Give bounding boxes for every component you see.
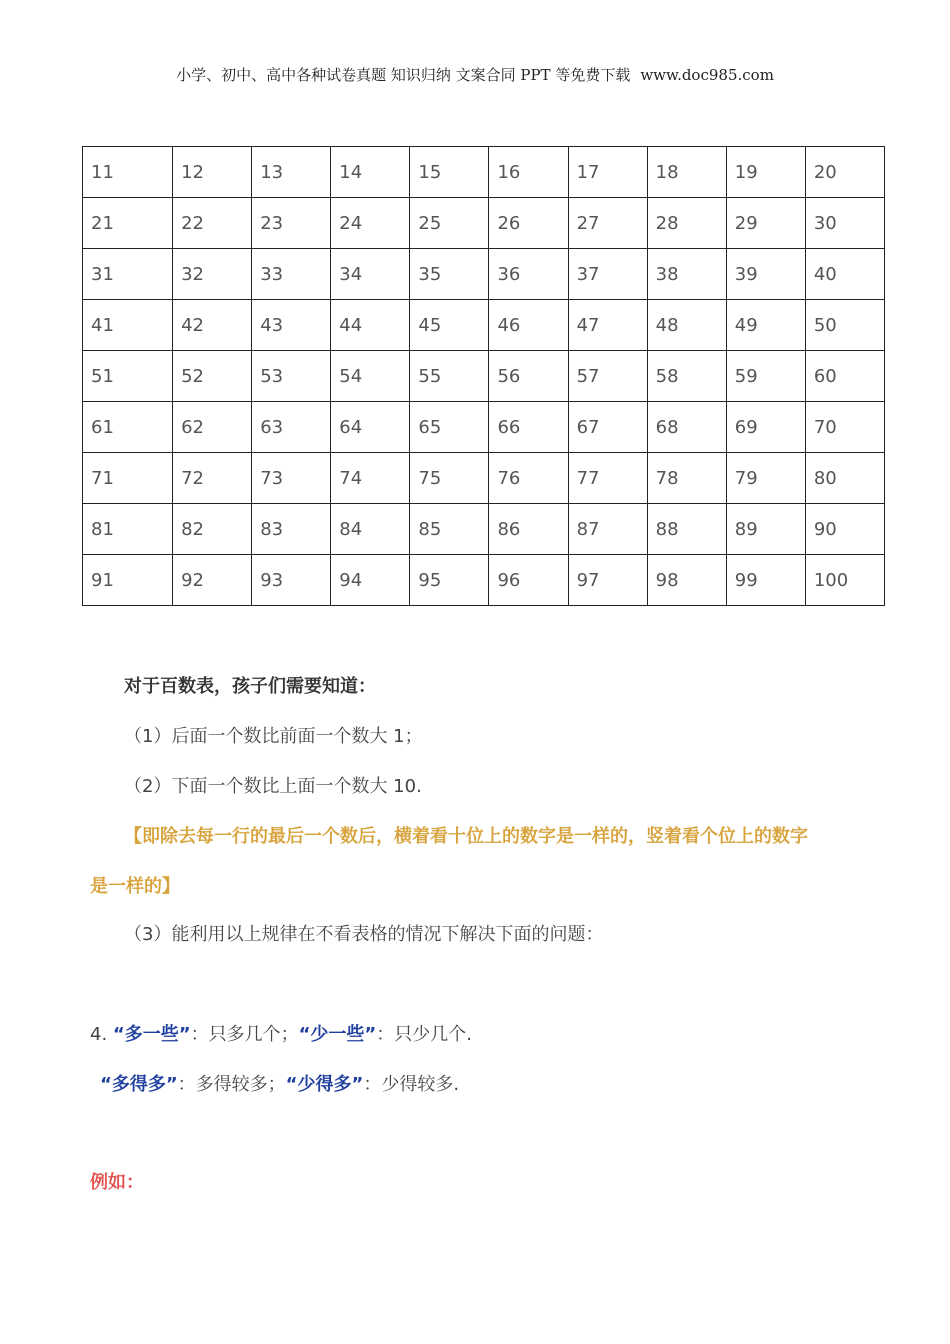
intro-text: 对于百数表，孩子们需要知道：	[124, 676, 376, 697]
table-cell: 34	[331, 249, 410, 300]
table-cell: 40	[805, 249, 884, 300]
table-row	[83, 555, 885, 606]
table-cell: 44	[331, 300, 410, 351]
table-cell: 90	[805, 504, 884, 555]
table-cell: 70	[805, 402, 884, 453]
table-cell: 58	[647, 351, 726, 402]
table-cell: 66	[489, 402, 568, 453]
table-cell: 38	[647, 249, 726, 300]
table-cell: 83	[252, 504, 331, 555]
table-cell: 45	[410, 300, 489, 351]
term-less-some: “少一些”	[298, 1024, 377, 1045]
table-cell: 75	[410, 453, 489, 504]
table-cell: 15	[410, 147, 489, 198]
rule-3: （3）能利用以上规律在不看表格的情况下解决下面的问题：	[124, 924, 604, 945]
page-header	[0, 64, 950, 85]
table-row	[83, 453, 885, 504]
table-cell: 11	[83, 147, 173, 198]
table-cell: 59	[726, 351, 805, 402]
table-cell: 12	[173, 147, 252, 198]
table-cell: 31	[83, 249, 173, 300]
table-cell: 73	[252, 453, 331, 504]
table-cell: 93	[252, 555, 331, 606]
table-cell: 39	[726, 249, 805, 300]
table-cell: 37	[568, 249, 647, 300]
table-cell: 29	[726, 198, 805, 249]
term-much-less: “少得多”	[285, 1074, 364, 1095]
rule-2: （2）下面一个数比上面一个数大 10.	[124, 776, 422, 797]
table-cell: 91	[83, 555, 173, 606]
table-cell: 87	[568, 504, 647, 555]
table-cell: 74	[331, 453, 410, 504]
table-cell: 33	[252, 249, 331, 300]
table-cell: 26	[489, 198, 568, 249]
table-cell: 21	[83, 198, 173, 249]
table-cell: 24	[331, 198, 410, 249]
table-cell: 14	[331, 147, 410, 198]
table-cell: 97	[568, 555, 647, 606]
table-cell: 89	[726, 504, 805, 555]
desc-much-more: ：多得较多；	[177, 1074, 286, 1095]
table-cell: 28	[647, 198, 726, 249]
term-more-some: “多一些”	[112, 1024, 191, 1045]
table-cell: 82	[173, 504, 252, 555]
table-row	[83, 147, 885, 198]
table-cell: 48	[647, 300, 726, 351]
item-4-number: 4.	[90, 1024, 113, 1045]
table-cell: 60	[805, 351, 884, 402]
table-cell: 88	[647, 504, 726, 555]
header-site: www.doc985.com	[640, 66, 774, 84]
table-cell: 16	[489, 147, 568, 198]
table-cell: 98	[647, 555, 726, 606]
table-cell: 79	[726, 453, 805, 504]
table-cell: 99	[726, 555, 805, 606]
table-cell: 35	[410, 249, 489, 300]
table-cell: 57	[568, 351, 647, 402]
table-row	[83, 249, 885, 300]
table-cell: 95	[410, 555, 489, 606]
table-cell: 68	[647, 402, 726, 453]
desc-more-some: ：只多几个；	[190, 1024, 299, 1045]
table-cell: 54	[331, 351, 410, 402]
table-cell: 13	[252, 147, 331, 198]
table-cell: 92	[173, 555, 252, 606]
table-cell: 30	[805, 198, 884, 249]
table-cell: 56	[489, 351, 568, 402]
table-cell: 67	[568, 402, 647, 453]
table-cell: 55	[410, 351, 489, 402]
hundred-chart-table	[82, 146, 885, 606]
table-cell: 94	[331, 555, 410, 606]
table-cell: 23	[252, 198, 331, 249]
hundred-chart-body	[83, 147, 885, 606]
term-much-more: “多得多”	[100, 1074, 178, 1095]
table-cell: 80	[805, 453, 884, 504]
table-cell: 69	[726, 402, 805, 453]
table-cell: 52	[173, 351, 252, 402]
table-cell: 18	[647, 147, 726, 198]
rule-1: （1）后面一个数比前面一个数大 1；	[124, 726, 423, 747]
table-cell: 47	[568, 300, 647, 351]
table-cell: 96	[489, 555, 568, 606]
table-cell: 51	[83, 351, 173, 402]
table-cell: 85	[410, 504, 489, 555]
item-4	[90, 1020, 472, 1046]
item-4b	[100, 1070, 459, 1096]
table-cell: 19	[726, 147, 805, 198]
table-cell: 41	[83, 300, 173, 351]
table-cell: 86	[489, 504, 568, 555]
table-cell: 17	[568, 147, 647, 198]
table-cell: 62	[173, 402, 252, 453]
desc-less-some: ：只少几个.	[376, 1024, 472, 1045]
table-cell: 71	[83, 453, 173, 504]
table-cell: 77	[568, 453, 647, 504]
table-cell: 49	[726, 300, 805, 351]
table-row	[83, 402, 885, 453]
table-cell: 27	[568, 198, 647, 249]
table-cell: 100	[805, 555, 884, 606]
table-cell: 50	[805, 300, 884, 351]
table-cell: 36	[489, 249, 568, 300]
table-cell: 63	[252, 402, 331, 453]
header-title: 小学、初中、高中各种试卷真题 知识归纳 文案合同 PPT 等免费下载	[176, 66, 631, 84]
table-cell: 65	[410, 402, 489, 453]
highlight-line-1: 【即除去每一行的最后一个数后，横着看十位上的数字是一样的，竖着看个位上的数字	[124, 826, 808, 847]
table-cell: 81	[83, 504, 173, 555]
table-cell: 72	[173, 453, 252, 504]
table-cell: 20	[805, 147, 884, 198]
table-cell: 78	[647, 453, 726, 504]
table-row	[83, 351, 885, 402]
table-cell: 64	[331, 402, 410, 453]
table-cell: 53	[252, 351, 331, 402]
table-cell: 61	[83, 402, 173, 453]
table-row	[83, 198, 885, 249]
table-cell: 42	[173, 300, 252, 351]
table-cell: 76	[489, 453, 568, 504]
table-row	[83, 300, 885, 351]
table-cell: 43	[252, 300, 331, 351]
table-cell: 46	[489, 300, 568, 351]
table-cell: 32	[173, 249, 252, 300]
desc-much-less: ：少得较多.	[363, 1074, 460, 1095]
table-cell: 84	[331, 504, 410, 555]
table-row	[83, 504, 885, 555]
table-cell: 25	[410, 198, 489, 249]
example-label: 例如：	[90, 1172, 144, 1193]
table-cell: 22	[173, 198, 252, 249]
highlight-line-2: 是一样的】	[90, 876, 180, 897]
